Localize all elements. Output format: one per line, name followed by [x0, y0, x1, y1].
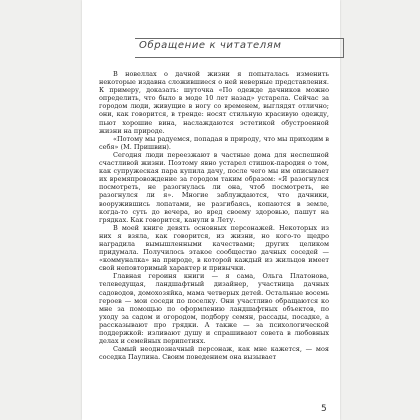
page-number: 5: [321, 404, 327, 414]
running-header: [135, 38, 344, 58]
paragraph: В новеллах о дачной жизни я попыталась изменить некоторые издавна сложившиеся о ней неверные представления. К примеру, доказать: шуточка «По одежде дачников можно определить, что было в моде 10 лет назад» устарела. Сейчас за городом люди, живущие в ногу со временем, выглядят отлично; они, как говорится, в тренде: носят стильную красивую одежду, пьют хорошие вина, наслаждаются эстетикой обустроенной жизни на природе.: [99, 70, 329, 135]
body-text: [99, 70, 329, 361]
header-rule-edge: [343, 38, 344, 58]
section-title: Обращение к читателям: [139, 40, 282, 51]
paragraph: В моей книге девять основных персонажей. Некоторых из них я взяла, как говорится, из жизни, но кого-то щедро наградила вымышленными качествами; других целиком придумала. Получилось этакое сообщество дачных соседей — «коммуналка» на природе, в которой каждый из жильцов имеет свой неповторимый характер и привычки.: [99, 223, 329, 273]
paragraph: Сегодня люди переезжают в частные дома для неспешной счастливой жизни. Поэтому явно устарел стишок-пародия о том, как супружеская пара купила дачу, после чего мы им описывает их времяпровождение за городом таким образом: «Я разогнулся посмотреть, не разогнулась ли она, чтоб посмотреть, не разогнулся ли я». Многие заблуждаются, что дачники, вооружившись лопатами, не разгибаясь, копаются в земле, когда-то суть до вечера, во вред своему здоровью, пашут на грядках. Как говорится, канули в Лету.: [99, 150, 329, 224]
paragraph: Главная героиня книги — я сама, Ольга Платонова, телеведущая, ландшафтный дизайнер, участница дачных садоводов, домохозяйка, мама четверых детей. Остальные восемь героев — мои соседи по поселку. Они участливо обращаются ко мне за помощью по оформлению ландшафтных объектов, по уходу за садом и огородом, подбору семян, рассады, посадке, а рассказывают про грядки. А также — за психологической поддержкой: изливают душу и спрашивают совета в любовных делах и семейных перипетиях.: [99, 272, 329, 346]
header-rule-bottom: [135, 57, 344, 58]
paragraph: Самый неоднозначный персонаж, как мне кажется, — моя соседка Паулина. Своим поведением она вызывает: [99, 345, 329, 362]
header-rule-top: [135, 38, 344, 39]
paragraph: «Потому мы радуемся, попадая в природу, что мы приходим в себя» (М. Пришвин).: [99, 134, 329, 151]
